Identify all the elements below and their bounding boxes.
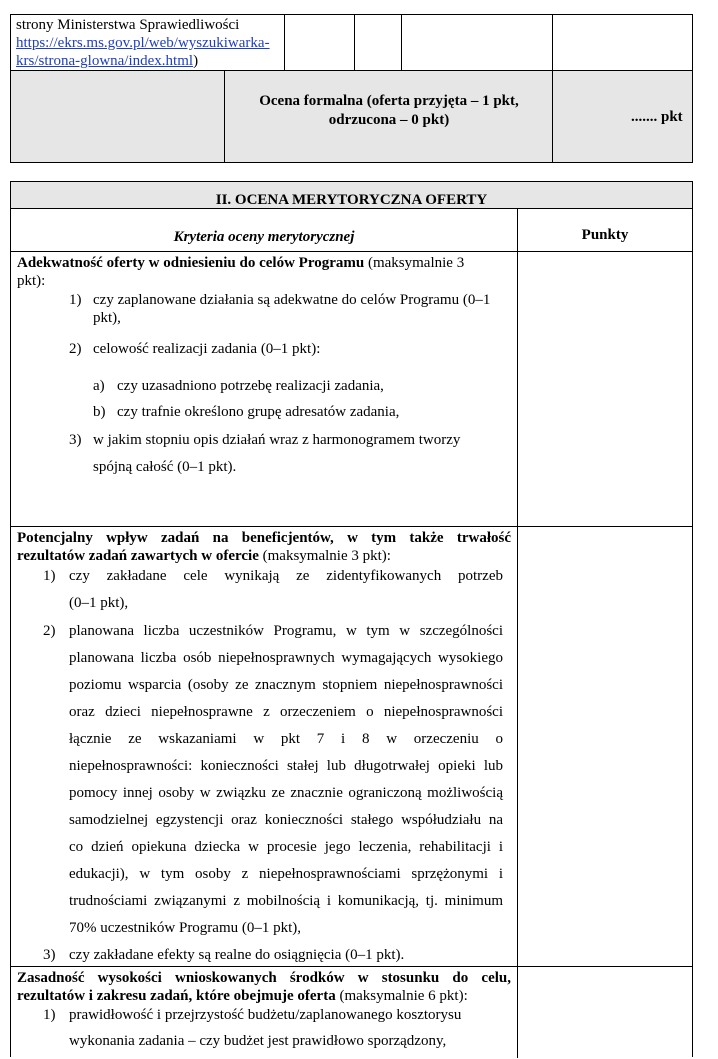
formal-points: ....... pkt <box>631 109 683 125</box>
s2-item3-line1: czy zakładane efekty są realne do osiągnięcia (0–1 pkt). <box>69 947 405 963</box>
merit-table <box>10 181 693 1057</box>
section-adequacy-criteria <box>11 252 518 527</box>
s2-item2-line: co dzień opiekuna dziecka w procesie jego leczenia, rehabilitacji i <box>69 839 503 855</box>
s1-heading: Adekwatność oferty w odniesieniu do celów Programu <box>17 255 365 271</box>
criteria-header: Kryteria oceny merytorycznej <box>173 229 355 245</box>
merit-header-row <box>11 209 692 252</box>
top-cell-5 <box>553 15 692 71</box>
merit-section-funding <box>11 967 692 1058</box>
s2-heading-line2-rest: (maksymalnie 3 pkt): <box>258 548 391 564</box>
top-cell-source <box>11 15 285 71</box>
link-close-paren: ) <box>193 53 199 69</box>
merit-title: II. OCENA MERYTORYCZNA OFERTY <box>215 192 488 208</box>
s3-item1-line1: prawidłowość i przejrzystość budżetu/zaplanowanego kosztorysu <box>69 1007 462 1023</box>
section-impact-criteria <box>11 527 518 967</box>
s1-item2-line1: celowość realizacji zadania (0–1 pkt): <box>93 341 321 357</box>
krs-link-cont[interactable]: krs/strona-glowna/index.html <box>16 53 194 69</box>
formal-label-line1: Ocena formalna (oferta przyjęta – 1 pkt, <box>259 93 519 109</box>
s2-item3-num: 3) <box>43 947 56 963</box>
s1-sub-b: czy trafnie określono grupę adresatów zadania, <box>117 404 400 420</box>
top-cell-2 <box>285 15 355 71</box>
s3-heading-line1: Zasadność wysokości wnioskowanych środków w stosunku do celu, <box>17 970 511 986</box>
s2-item2-line: planowana liczba uczestników Programu, w tym w szczególności <box>69 623 503 639</box>
s3-item1-num: 1) <box>43 1007 56 1023</box>
top-cell-3 <box>355 15 402 71</box>
formal-empty-cell <box>11 71 225 162</box>
s1-sub-b-num: b) <box>93 404 106 420</box>
s1-heading-line2: pkt): <box>17 273 46 289</box>
s2-item2-line: niepełnosprawności: konieczności stałej lub długotrwałej opieki lub <box>69 758 503 774</box>
s2-heading-line1: Potencjalny wpływ zadań na beneficjentów, w tym także trwałość <box>17 530 511 546</box>
merit-title-row <box>11 182 692 209</box>
section-funding-criteria <box>11 967 518 1058</box>
top-table <box>10 14 693 163</box>
points-header: Punkty <box>581 227 629 243</box>
top-cell-4 <box>402 15 553 71</box>
s2-item2-line: trudnościami związanymi z mobilnością i komunikacją, tj. minimum <box>69 893 503 909</box>
criteria-header-cell <box>11 209 518 252</box>
s2-item1-line2: (0–1 pkt), <box>69 595 129 611</box>
s3-item1-line2: wykonania zadania – czy budżet jest prawidłowo sporządzony, <box>69 1033 447 1049</box>
s2-item2-line: oraz dzieci niepełnosprawne z orzeczeniem o niepełnosprawności <box>69 704 503 720</box>
formal-label-line2: odrzucona – 0 pkt) <box>328 112 450 128</box>
krs-link[interactable]: https://ekrs.ms.gov.pl/web/wyszukiwarka- <box>16 35 270 51</box>
s1-item3-line2: spójną całość (0–1 pkt). <box>93 459 237 475</box>
section-impact-points <box>518 527 692 967</box>
s1-item1-num: 1) <box>69 292 82 308</box>
s1-sub-a: czy uzasadniono potrzebę realizacji zadania, <box>117 378 384 394</box>
s1-item1-line2: pkt), <box>93 310 121 326</box>
s1-item3-num: 3) <box>69 432 82 448</box>
formal-points-cell <box>553 71 692 162</box>
points-header-cell <box>518 209 692 252</box>
s1-item3-line1: w jakim stopniu opis działań wraz z harmonogramem tworzy <box>93 432 461 448</box>
formal-label-cell <box>225 71 553 162</box>
s2-item2-line: samodzielnej egzystencji oraz konieczności stałego współudziału na <box>69 812 503 828</box>
formal-row <box>11 71 692 162</box>
s2-item2-line: planowana liczba osób niepełnosprawnych wymagających wysokiego <box>69 650 503 666</box>
s2-item2-line: edukacji), w tym osoby z niepełnosprawnościami sprzężonymi i <box>69 866 503 882</box>
section-adequacy-points <box>518 252 692 527</box>
s2-item1-num: 1) <box>43 568 56 584</box>
s1-item2-num: 2) <box>69 341 82 357</box>
s2-item2-line: łącznie ze wskazaniami w pkt 7 i 8 w orzeczeniu o <box>69 731 503 747</box>
top-row-1 <box>11 15 692 71</box>
s2-item2-line: pomocy innej osoby w związku ze znacznie ograniczoną możliwością <box>69 785 503 801</box>
s3-heading-line2: rezultatów i zakresu zadań, które obejmuje oferta <box>17 988 336 1004</box>
merit-section-impact <box>11 527 692 967</box>
s1-sub-a-num: a) <box>93 378 105 394</box>
s1-item1-line1: czy zaplanowane działania są adekwatne do celów Programu (0–1 <box>93 292 491 308</box>
s2-item1-line1: czy zakładane cele wynikają ze zidentyfikowanych potrzeb <box>69 568 503 584</box>
s3-heading-line2-rest: (maksymalnie 6 pkt): <box>335 988 468 1004</box>
s2-item2-line: 70% uczestników Programu (0–1 pkt), <box>69 920 302 936</box>
s2-item2-line: poziomu wsparcia (osoby ze znacznym stopniem niepełnosprawności <box>69 677 503 693</box>
section-funding-points <box>518 967 692 1058</box>
s1-heading-rest: (maksymalnie 3 <box>364 255 465 271</box>
s2-heading-line2: rezultatów zadań zawartych w ofercie <box>17 548 259 564</box>
s2-item2-num: 2) <box>43 623 56 639</box>
merit-section-adequacy <box>11 252 692 527</box>
source-text: strony Ministerstwa Sprawiedliwości <box>16 17 240 33</box>
